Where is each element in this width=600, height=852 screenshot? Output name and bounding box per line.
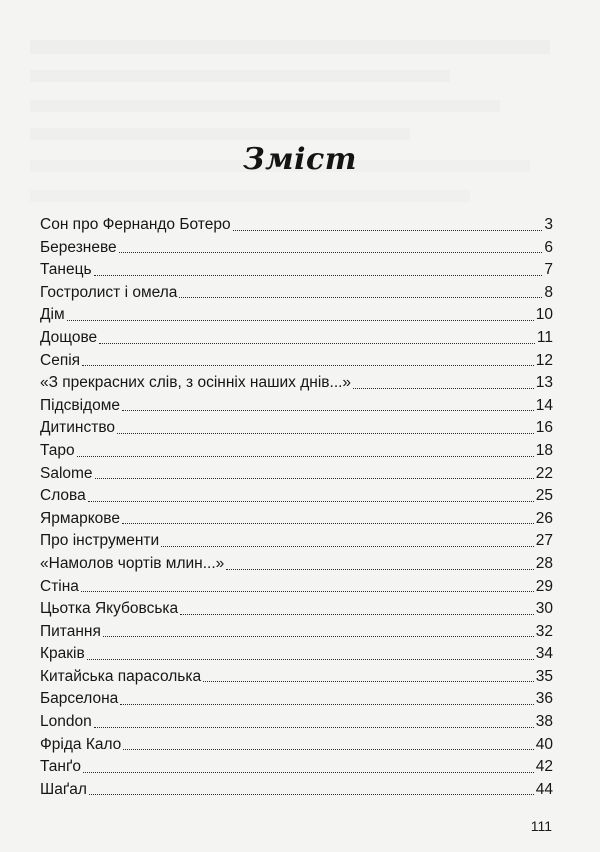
toc-entry-title: Дощове bbox=[40, 328, 98, 346]
toc-entry-page: 34 bbox=[535, 645, 553, 663]
toc-entry bbox=[40, 621, 553, 644]
toc-entry bbox=[40, 282, 553, 305]
toc-dot-leader bbox=[117, 433, 534, 434]
toc-dot-leader bbox=[353, 388, 534, 389]
toc-entry-title: Цьотка Якубовська bbox=[40, 600, 179, 618]
toc-entry-title: Ярмаркове bbox=[40, 509, 120, 527]
toc-entry-page: 38 bbox=[535, 713, 553, 731]
toc-entry bbox=[40, 214, 553, 237]
toc-entry-title: Сепія bbox=[40, 351, 81, 369]
toc-entry-page: 27 bbox=[535, 532, 553, 550]
toc-dot-leader bbox=[120, 704, 533, 705]
toc-entry bbox=[40, 327, 553, 350]
toc-entry-title: Слова bbox=[40, 487, 86, 505]
toc-entry bbox=[40, 643, 553, 666]
toc-entry-title: Сон про Фернандо Ботеро bbox=[40, 216, 231, 233]
toc-dot-leader bbox=[88, 501, 534, 502]
toc-entry bbox=[40, 734, 553, 757]
toc-entry-title: Березневе bbox=[40, 238, 117, 256]
toc-entry bbox=[40, 688, 553, 711]
toc-entry-title: Підсвідоме bbox=[40, 396, 120, 414]
toc-entry-title: Гостролист і омела bbox=[40, 283, 178, 301]
toc-entry-page: 8 bbox=[544, 283, 553, 301]
toc-entry bbox=[40, 304, 553, 327]
toc-entry bbox=[40, 259, 553, 282]
toc-dot-leader bbox=[103, 636, 534, 637]
toc-entry-page: 29 bbox=[535, 577, 553, 595]
toc-entry bbox=[40, 598, 553, 621]
toc-entry bbox=[40, 463, 553, 486]
toc-dot-leader bbox=[119, 252, 543, 253]
toc-dot-leader bbox=[161, 546, 534, 547]
toc-entry-page: 35 bbox=[535, 667, 553, 685]
toc-entry-title: Шаґал bbox=[40, 780, 87, 798]
toc-entry-title: Танґо bbox=[40, 758, 81, 776]
toc-entry bbox=[40, 237, 553, 260]
toc-dot-leader bbox=[94, 727, 534, 728]
toc-entry bbox=[40, 666, 553, 689]
toc-entry-page: 10 bbox=[535, 306, 553, 324]
toc-entry-title: Питання bbox=[40, 622, 101, 640]
page-number: 111 bbox=[530, 818, 552, 834]
toc-dot-leader bbox=[87, 659, 534, 660]
toc-dot-leader bbox=[179, 297, 542, 298]
toc-entry-page: 36 bbox=[535, 690, 553, 708]
toc-entry-title: Стіна bbox=[40, 577, 79, 595]
toc-entry-page: 40 bbox=[535, 735, 553, 753]
toc-entry-title: Дім bbox=[40, 306, 65, 324]
toc-entry bbox=[40, 485, 553, 508]
toc-entry-page: 30 bbox=[535, 600, 553, 618]
toc-entry-page: 3 bbox=[544, 216, 553, 233]
toc-dot-leader bbox=[94, 275, 543, 276]
toc-entry-page: 26 bbox=[535, 509, 553, 527]
toc-entry-page: 42 bbox=[535, 758, 553, 776]
page-title: Зміст bbox=[242, 142, 358, 177]
toc-entry-title: «Намолов чортів млин...» bbox=[40, 554, 225, 572]
toc-entry bbox=[40, 372, 553, 395]
toc-dot-leader bbox=[123, 749, 533, 750]
table-of-contents bbox=[40, 214, 553, 801]
toc-entry-title: Про інструменти bbox=[40, 532, 160, 550]
toc-entry bbox=[40, 779, 553, 802]
toc-dot-leader bbox=[122, 523, 534, 524]
toc-entry-page: 11 bbox=[536, 328, 553, 346]
toc-dot-leader bbox=[122, 410, 534, 411]
toc-entry-page: 7 bbox=[544, 261, 553, 279]
toc-entry-page: 14 bbox=[535, 396, 553, 414]
toc-entry-page: 44 bbox=[535, 780, 553, 798]
toc-dot-leader bbox=[99, 343, 535, 344]
toc-entry-title: Барселона bbox=[40, 690, 119, 708]
toc-dot-leader bbox=[77, 456, 534, 457]
toc-dot-leader bbox=[203, 681, 534, 682]
toc-entry-title: London bbox=[40, 713, 92, 731]
toc-entry bbox=[40, 350, 553, 373]
toc-entry-title: Таро bbox=[40, 441, 75, 459]
toc-entry-title: «З прекрасних слів, з осінніх наших днів...» bbox=[40, 374, 352, 392]
toc-entry-page: 18 bbox=[535, 441, 553, 459]
toc-entry-page: 28 bbox=[535, 554, 553, 572]
toc-entry bbox=[40, 553, 553, 576]
toc-entry-title: Дитинство bbox=[40, 419, 116, 437]
toc-dot-leader bbox=[95, 478, 534, 479]
toc-entry-title: Китайська парасолька bbox=[40, 667, 202, 685]
toc-entry bbox=[40, 711, 553, 734]
toc-entry-page: 16 bbox=[535, 419, 553, 437]
toc-dot-leader bbox=[89, 794, 534, 795]
toc-entry bbox=[40, 395, 553, 418]
toc-dot-leader bbox=[81, 591, 534, 592]
toc-entry-page: 12 bbox=[535, 351, 553, 369]
toc-entry-title: Фріда Кало bbox=[40, 735, 122, 753]
toc-entry bbox=[40, 530, 553, 553]
toc-dot-leader bbox=[82, 365, 534, 366]
toc-entry bbox=[40, 417, 553, 440]
toc-entry-title: Salome bbox=[40, 464, 93, 482]
toc-entry bbox=[40, 756, 553, 779]
toc-entry-page: 22 bbox=[535, 464, 553, 482]
toc-dot-leader bbox=[83, 772, 534, 773]
toc-dot-leader bbox=[226, 569, 533, 570]
toc-dot-leader bbox=[67, 320, 534, 321]
toc-entry-title: Краків bbox=[40, 645, 85, 663]
toc-entry-page: 13 bbox=[535, 374, 553, 392]
toc-entry-title: Танець bbox=[40, 261, 92, 279]
toc-entry-page: 6 bbox=[544, 238, 553, 256]
toc-entry bbox=[40, 508, 553, 531]
toc-entry-page: 32 bbox=[535, 622, 553, 640]
toc-entry bbox=[40, 440, 553, 463]
toc-entry-page: 25 bbox=[535, 487, 553, 505]
toc-entry bbox=[40, 576, 553, 599]
toc-dot-leader bbox=[180, 614, 534, 615]
toc-dot-leader bbox=[233, 230, 543, 231]
